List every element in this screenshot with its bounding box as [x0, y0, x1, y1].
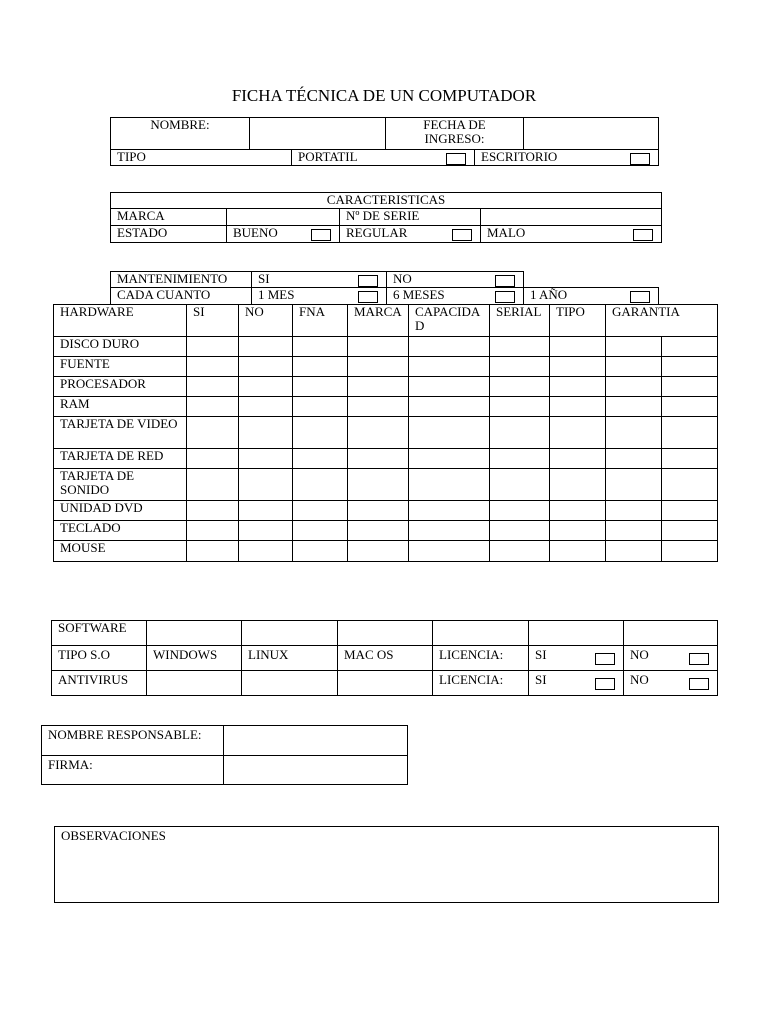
table-row	[54, 541, 718, 562]
tipo-table	[110, 149, 659, 166]
hw-cell[interactable]	[348, 397, 409, 417]
mant-no-label: NO	[393, 271, 412, 286]
hw-cell[interactable]	[348, 501, 409, 521]
hw-cell[interactable]	[239, 377, 293, 397]
hw-cell[interactable]	[606, 397, 662, 417]
mes-cell	[252, 288, 387, 305]
fecha-ingreso-label: FECHA DE INGRESO:	[386, 118, 524, 150]
licencia-so-si-cell	[529, 646, 624, 671]
hw-cell[interactable]	[490, 541, 550, 562]
bueno-label: BUENO	[233, 225, 278, 240]
escritorio-cell	[475, 150, 659, 166]
hw-cell[interactable]	[239, 337, 293, 357]
hw-cell[interactable]	[409, 501, 490, 521]
hw-row-label: MOUSE	[54, 541, 187, 562]
hw-cell[interactable]	[348, 541, 409, 562]
licencia-av-no-checkbox[interactable]	[689, 678, 709, 690]
table-row	[54, 417, 718, 449]
hw-cell[interactable]	[550, 397, 606, 417]
seis-meses-cell	[387, 288, 524, 305]
licencia-so-si-label: SI	[535, 647, 547, 662]
cada-cuanto-table	[110, 287, 659, 305]
hw-cell[interactable]	[293, 541, 348, 562]
hw-cell[interactable]	[293, 397, 348, 417]
mac-os-label: MAC OS	[338, 646, 433, 671]
hw-cell[interactable]	[409, 337, 490, 357]
hw-cell[interactable]	[550, 469, 606, 501]
hw-cell[interactable]	[348, 469, 409, 501]
hw-cell[interactable]	[348, 377, 409, 397]
malo-cell	[481, 226, 662, 243]
hw-cell[interactable]	[550, 521, 606, 541]
regular-checkbox[interactable]	[452, 229, 472, 241]
hw-cell[interactable]	[662, 377, 718, 397]
regular-cell	[340, 226, 481, 243]
observaciones-label: OBSERVACIONES	[61, 828, 166, 843]
hw-cell[interactable]	[606, 541, 662, 562]
mant-no-checkbox[interactable]	[495, 275, 515, 287]
licencia-av-label: LICENCIA:	[433, 671, 529, 696]
hw-cell[interactable]	[550, 501, 606, 521]
licencia-so-si-checkbox[interactable]	[595, 653, 615, 665]
hw-row-label: TARJETA DE RED	[54, 449, 187, 469]
hw-header-fna: FNA	[293, 305, 348, 337]
fecha-ingreso-field[interactable]	[524, 118, 659, 150]
observaciones-field[interactable]	[55, 827, 719, 903]
licencia-av-si-checkbox[interactable]	[595, 678, 615, 690]
hw-cell[interactable]	[187, 357, 239, 377]
hw-cell[interactable]	[293, 417, 348, 449]
seis-meses-label: 6 MESES	[393, 287, 445, 302]
firma-field[interactable]	[224, 756, 408, 785]
hw-cell[interactable]	[293, 337, 348, 357]
hw-cell[interactable]	[293, 521, 348, 541]
hw-cell[interactable]	[490, 377, 550, 397]
hw-row-label: TECLADO	[54, 521, 187, 541]
hw-cell[interactable]	[606, 337, 662, 357]
hw-cell[interactable]	[662, 417, 718, 449]
hardware-table	[53, 304, 718, 562]
hw-cell[interactable]	[187, 377, 239, 397]
hw-cell[interactable]	[490, 449, 550, 469]
escritorio-checkbox[interactable]	[630, 153, 650, 165]
hw-cell[interactable]	[409, 449, 490, 469]
hw-row-label: FUENTE	[54, 357, 187, 377]
software-header: SOFTWARE	[52, 621, 147, 646]
antivirus-field-3[interactable]	[338, 671, 433, 696]
table-row	[54, 469, 718, 501]
hw-cell[interactable]	[662, 469, 718, 501]
hw-cell[interactable]	[490, 521, 550, 541]
hw-cell[interactable]	[606, 377, 662, 397]
hw-cell[interactable]	[662, 449, 718, 469]
nombre-label: NOMBRE:	[111, 118, 250, 150]
mant-si-checkbox[interactable]	[358, 275, 378, 287]
table-row	[54, 357, 718, 377]
general-table	[110, 117, 659, 150]
observaciones-table	[54, 826, 719, 903]
hw-cell[interactable]	[550, 357, 606, 377]
mant-no-cell	[387, 272, 524, 288]
malo-checkbox[interactable]	[633, 229, 653, 241]
mant-si-cell	[252, 272, 387, 288]
table-row	[54, 501, 718, 521]
malo-label: MALO	[487, 225, 526, 240]
hw-cell[interactable]	[409, 397, 490, 417]
bueno-checkbox[interactable]	[311, 229, 331, 241]
hw-cell[interactable]	[550, 541, 606, 562]
hw-cell[interactable]	[606, 501, 662, 521]
hw-cell[interactable]	[187, 397, 239, 417]
caracteristicas-header: CARACTERISTICAS	[111, 193, 662, 209]
antivirus-field-2[interactable]	[242, 671, 338, 696]
hw-header-garantia: GARANTIA	[606, 305, 718, 337]
tipo-so-label: TIPO S.O	[52, 646, 147, 671]
mes-checkbox[interactable]	[358, 291, 378, 303]
licencia-so-label: LICENCIA:	[433, 646, 529, 671]
windows-label: WINDOWS	[147, 646, 242, 671]
hw-cell[interactable]	[409, 417, 490, 449]
hw-row-label: RAM	[54, 397, 187, 417]
mes-label: 1 MES	[258, 287, 295, 302]
hw-cell[interactable]	[409, 377, 490, 397]
hw-cell[interactable]	[187, 521, 239, 541]
marca-field[interactable]	[227, 209, 340, 226]
hw-cell[interactable]	[409, 469, 490, 501]
hw-cell[interactable]	[662, 397, 718, 417]
hw-cell[interactable]	[187, 337, 239, 357]
regular-label: REGULAR	[346, 225, 408, 240]
hw-cell[interactable]	[490, 357, 550, 377]
antivirus-label: ANTIVIRUS	[52, 671, 147, 696]
nombre-responsable-field[interactable]	[224, 726, 408, 756]
hw-cell[interactable]	[606, 521, 662, 541]
estado-label: ESTADO	[111, 226, 227, 243]
seis-meses-checkbox[interactable]	[495, 291, 515, 303]
hw-cell[interactable]	[662, 501, 718, 521]
hw-cell[interactable]	[550, 337, 606, 357]
hw-cell[interactable]	[187, 501, 239, 521]
hw-cell[interactable]	[348, 449, 409, 469]
hw-header-marca: MARCA	[348, 305, 409, 337]
hw-row-label: TARJETA DE SONIDO	[54, 469, 187, 501]
nombre-field[interactable]	[250, 118, 386, 150]
hw-cell[interactable]	[239, 541, 293, 562]
hw-cell[interactable]	[187, 449, 239, 469]
ano-checkbox[interactable]	[630, 291, 650, 303]
linux-label: LINUX	[242, 646, 338, 671]
hw-cell[interactable]	[606, 449, 662, 469]
caracteristicas-table	[110, 192, 662, 243]
hw-cell[interactable]	[409, 541, 490, 562]
hw-cell[interactable]	[662, 521, 718, 541]
licencia-av-si-label: SI	[535, 672, 547, 687]
portatil-checkbox[interactable]	[446, 153, 466, 165]
hw-cell[interactable]	[662, 337, 718, 357]
hw-cell[interactable]	[239, 357, 293, 377]
hw-cell[interactable]	[187, 469, 239, 501]
responsable-table	[41, 725, 408, 785]
ano-label: 1 AÑO	[530, 287, 568, 302]
page-title: FICHA TÉCNICA DE UN COMPUTADOR	[231, 86, 537, 105]
hw-cell[interactable]	[490, 469, 550, 501]
hw-cell[interactable]	[550, 377, 606, 397]
hw-cell[interactable]	[606, 417, 662, 449]
hw-row-label: TARJETA DE VIDEO	[54, 417, 187, 449]
table-row	[54, 377, 718, 397]
hw-cell[interactable]	[490, 337, 550, 357]
table-row	[54, 521, 718, 541]
licencia-so-no-checkbox[interactable]	[689, 653, 709, 665]
serie-label: Nº DE SERIE	[340, 209, 481, 226]
hw-cell[interactable]	[662, 357, 718, 377]
hw-cell[interactable]	[348, 417, 409, 449]
mant-si-label: SI	[258, 271, 270, 286]
nombre-responsable-label: NOMBRE RESPONSABLE:	[42, 726, 224, 756]
hw-cell[interactable]	[490, 501, 550, 521]
hw-header-si: SI	[187, 305, 239, 337]
hw-cell[interactable]	[662, 541, 718, 562]
hw-cell[interactable]	[409, 521, 490, 541]
hw-cell[interactable]	[187, 541, 239, 562]
hw-cell[interactable]	[490, 397, 550, 417]
hw-row-label: UNIDAD DVD	[54, 501, 187, 521]
hw-header-tipo: TIPO	[550, 305, 606, 337]
licencia-av-no-cell	[624, 671, 718, 696]
hw-cell[interactable]	[490, 417, 550, 449]
hw-cell[interactable]	[239, 469, 293, 501]
portatil-cell	[292, 150, 475, 166]
mantenimiento-table	[110, 271, 524, 288]
software-table	[51, 620, 718, 696]
hw-cell[interactable]	[550, 417, 606, 449]
cada-cuanto-label: CADA CUANTO	[111, 288, 252, 305]
antivirus-field-1[interactable]	[147, 671, 242, 696]
hw-header-capacidad: CAPACIDAD	[409, 305, 490, 337]
escritorio-label: ESCRITORIO	[481, 149, 558, 164]
hw-cell[interactable]	[550, 449, 606, 469]
hw-row-label: PROCESADOR	[54, 377, 187, 397]
portatil-label: PORTATIL	[298, 149, 358, 164]
tipo-label: TIPO	[111, 150, 292, 166]
table-row	[54, 449, 718, 469]
marca-label: MARCA	[111, 209, 227, 226]
ano-cell	[524, 288, 659, 305]
hw-cell[interactable]	[348, 521, 409, 541]
table-row	[54, 337, 718, 357]
hw-cell[interactable]	[348, 357, 409, 377]
hw-cell[interactable]	[239, 397, 293, 417]
hw-cell[interactable]	[239, 417, 293, 449]
hw-cell[interactable]	[293, 501, 348, 521]
hw-cell[interactable]	[239, 501, 293, 521]
table-row	[54, 397, 718, 417]
hw-cell[interactable]	[187, 417, 239, 449]
hw-header-serial: SERIAL	[490, 305, 550, 337]
hw-cell[interactable]	[239, 521, 293, 541]
hw-cell[interactable]	[293, 469, 348, 501]
hw-cell[interactable]	[293, 357, 348, 377]
hw-header-no: NO	[239, 305, 293, 337]
licencia-av-no-label: NO	[630, 672, 649, 687]
hw-cell[interactable]	[606, 469, 662, 501]
firma-label: FIRMA:	[42, 756, 224, 785]
licencia-so-no-cell	[624, 646, 718, 671]
mantenimiento-label: MANTENIMIENTO	[111, 272, 252, 288]
hw-row-label: DISCO DURO	[54, 337, 187, 357]
hw-cell[interactable]	[293, 377, 348, 397]
hw-cell[interactable]	[409, 357, 490, 377]
serie-field[interactable]	[481, 209, 662, 226]
hw-cell[interactable]	[293, 449, 348, 469]
bueno-cell	[227, 226, 340, 243]
licencia-so-no-label: NO	[630, 647, 649, 662]
hw-header-hardware: HARDWARE	[54, 305, 187, 337]
hw-cell[interactable]	[606, 357, 662, 377]
hw-cell[interactable]	[348, 337, 409, 357]
licencia-av-si-cell	[529, 671, 624, 696]
hw-cell[interactable]	[239, 449, 293, 469]
